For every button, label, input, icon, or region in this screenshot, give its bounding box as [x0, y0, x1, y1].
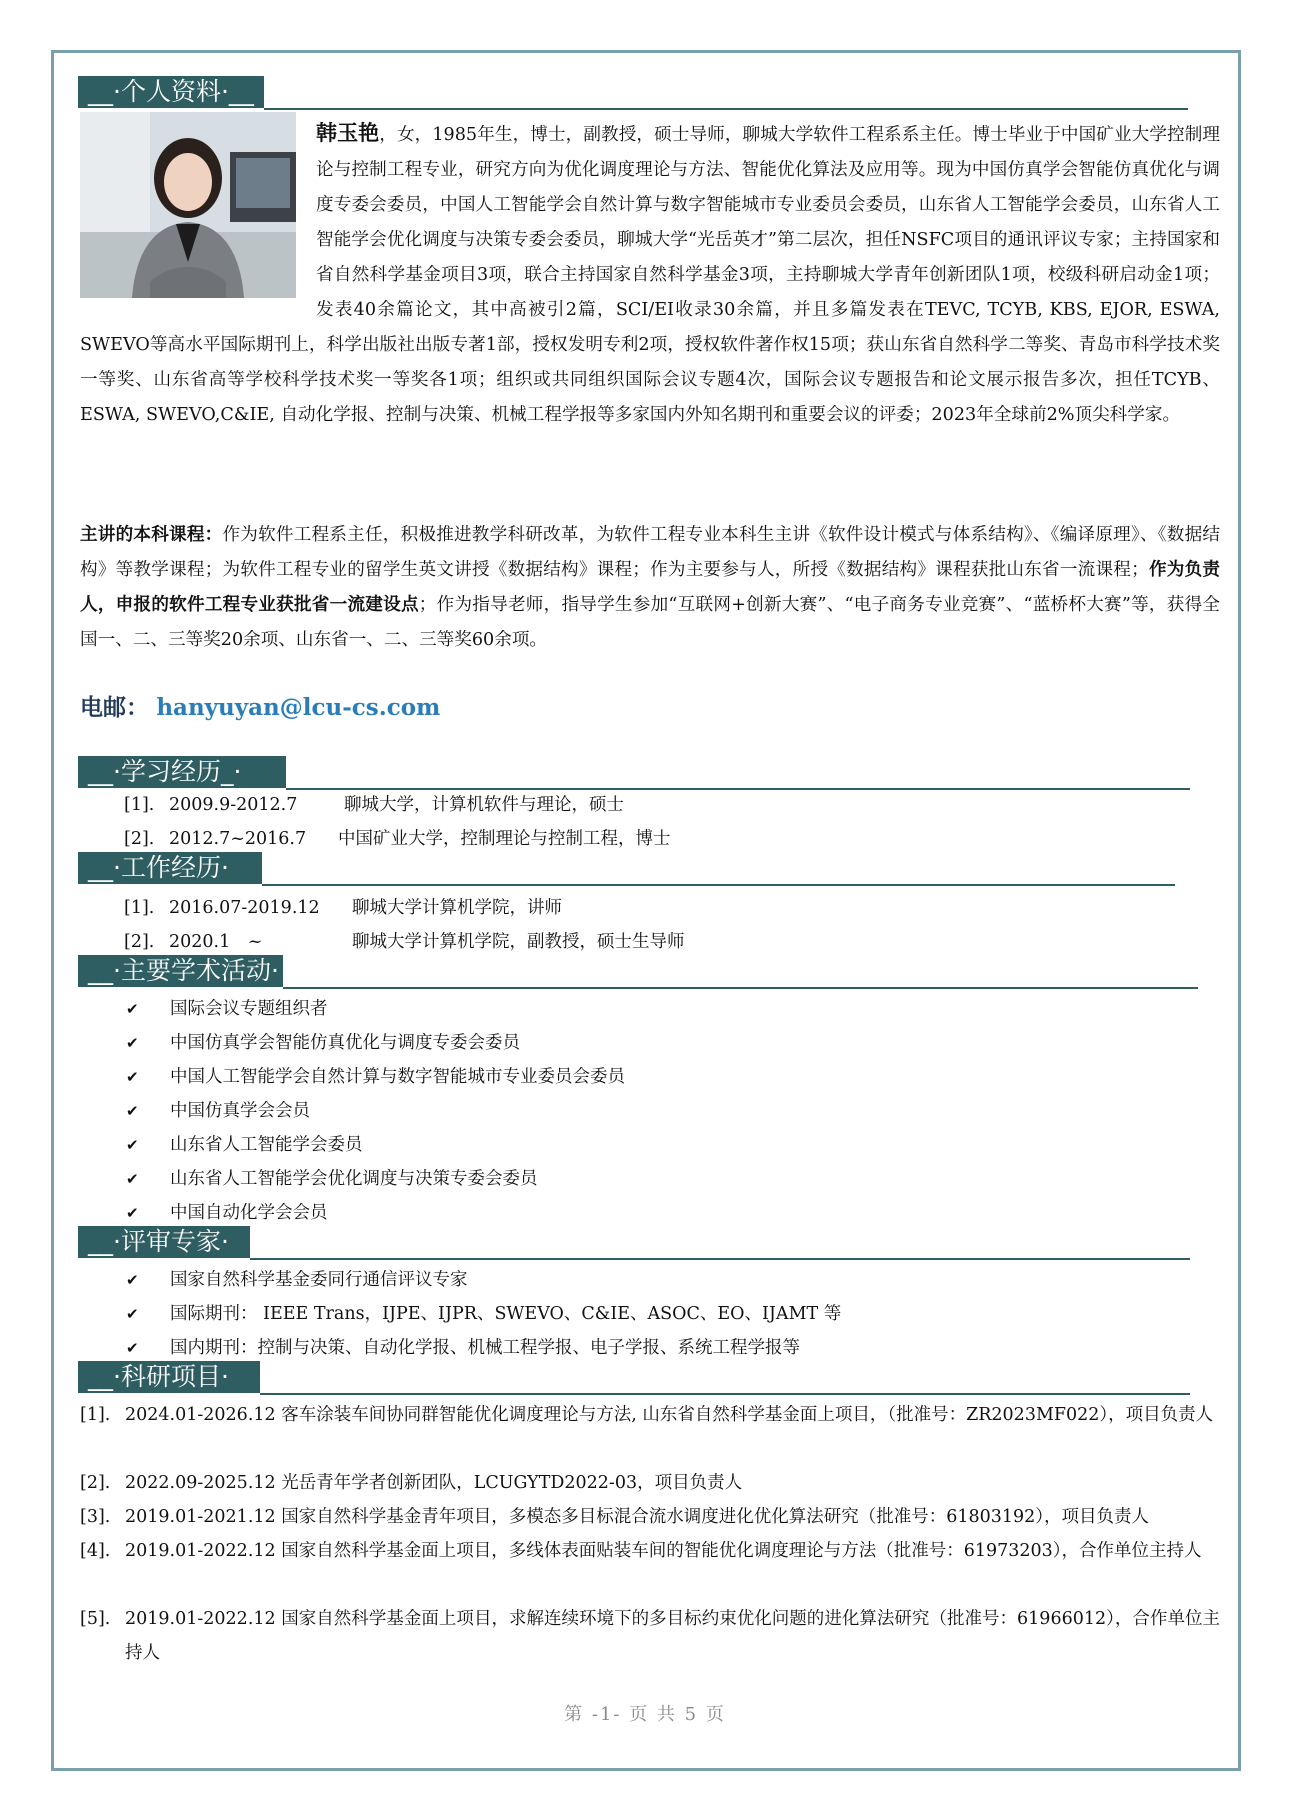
item-desc: 中国矿业大学，控制理论与控制工程，博士: [338, 829, 671, 849]
project-item: [80, 1534, 1220, 1568]
item-number: [1].: [124, 795, 155, 815]
item-date: 2020.1 ~: [169, 932, 263, 952]
email-label: 电邮：: [80, 695, 149, 721]
project-item: [80, 1500, 1220, 1534]
item-date: 2016.07-2019.12: [169, 898, 320, 918]
project-item: [80, 1602, 1220, 1670]
item-date: 2009.9-2012.7: [169, 795, 298, 815]
check-icon: ✔: [126, 1170, 139, 1188]
section-header-reviewer: [78, 1226, 1190, 1260]
section-title: __·评审专家·: [78, 1226, 250, 1258]
item-number: [2].: [80, 1473, 111, 1493]
item-number: [2].: [124, 829, 155, 849]
item-number: [3].: [80, 1507, 111, 1527]
courses-bold: 作为负责人，申报的软件工程专业获批省一流建设点: [80, 560, 1220, 615]
section-rule: [250, 1258, 1190, 1260]
section-title: __·科研项目·: [78, 1361, 260, 1393]
check-icon: ✔: [126, 1000, 139, 1018]
check-icon: ✔: [126, 1136, 139, 1154]
item-desc: 聊城大学计算机学院，讲师: [352, 898, 562, 918]
item-desc: 聊城大学计算机学院，副教授，硕士生导师: [352, 932, 685, 952]
section-header-education: [78, 756, 1190, 790]
page-footer: 第 -1- 页 共 5 页: [564, 1704, 726, 1725]
project-text: 2022.09-2025.12 光岳青年学者创新团队，LCUGYTD2022-03，项目负责人: [125, 1473, 743, 1493]
check-icon: ✔: [126, 1102, 139, 1120]
section-rule: [283, 987, 1198, 989]
item-number: [1].: [124, 898, 155, 918]
item-number: [2].: [124, 932, 155, 952]
profile-bio: [80, 116, 1220, 433]
project-item: [80, 1398, 1220, 1432]
courses-paragraph: [80, 518, 1220, 658]
courses-text-1: 作为软件工程系主任，积极推进教学科研改革，为软件工程专业本科生主讲《软件设计模式与体系结构》、《编译原理》、《数据结构》等教学课程；为软件工程专业的留学生英文讲授《数据结构》课程；作为主要参与人，所授《数据结构》课程获批山东省一流课程；: [80, 525, 1220, 580]
section-title: __·主要学术活动·: [78, 955, 283, 987]
contact-email: [80, 688, 440, 728]
photo-spacer: [80, 116, 316, 300]
item-number: [4].: [80, 1541, 111, 1561]
email-link[interactable]: hanyuyan@lcu-cs.com: [156, 694, 441, 721]
check-icon: ✔: [126, 1034, 139, 1052]
project-text: 2019.01-2022.12 国家自然科学基金面上项目，多线体表面贴装车间的智能优化调度理论与方法（批准号：61973203），合作单位主持人: [125, 1541, 1202, 1561]
check-icon: ✔: [126, 1271, 139, 1289]
project-text: 2024.01-2026.12 客车涂装车间协同群智能优化调度理论与方法, 山东省自然科学基金面上项目，（批准号：ZR2023MF022），项目负责人: [125, 1405, 1214, 1425]
check-icon: ✔: [126, 1204, 139, 1222]
profile-bio-text: ，女，1985年生，博士，副教授，硕士导师，聊城大学软件工程系系主任。博士毕业于中国矿业大学控制理论与控制工程专业，研究方向为优化调度理论与方法、智能优化算法及应用等。现为中国仿真学会智能仿真优化与调度专委会委员，中国人工智能学会自然计算与数字智能城市专业委员会委员，山东省人工智能学会委员，山东省人工智能学会优化调度与决策专委会委员，聊城大学“光岳英才”第二层次，担任NSFC项目的通讯评议专家；主持国家和省自然科学基金项目3项，联合主持国家自然科学基金3项，主持聊城大学青年创新团队1项，校级科研启动金1项；发表40余篇论文，其中高被引2篇，SCI/EI收录30余篇，并且多篇发表在TEVC, TCYB, KBS, EJOR, ESWA, SWEVO等高水平国际期刊上，科学出版社出版专著1部，授权发明专利2项，授权软件著作权15项；获山东省自然科学二等奖、青岛市科学技术奖一等奖、山东省高等学校科学技术奖一等奖各1项；组织或共同组织国际会议专题4次，国际会议专题报告和论文展示报告多次，担任TCYB、 ESWA, SWEVO,C&IE, 自动化学报、控制与决策、机械工程学报等多家国内外知名期刊和重要会议的评委；2023年全球前2%顶尖科学家。: [80, 125, 1220, 425]
section-header-work: [78, 852, 1175, 886]
section-header-profile: [78, 76, 1188, 110]
item-number: [5].: [80, 1609, 111, 1629]
courses-label: 主讲的本科课程：: [80, 525, 223, 545]
project-text: 2019.01-2022.12 国家自然科学基金面上项目，求解连续环境下的多目标约束优化问题的进化算法研究（批准号：61966012），合作单位主持人: [125, 1609, 1220, 1663]
check-icon: ✔: [126, 1068, 139, 1086]
project-text: 2019.01-2021.12 国家自然科学基金青年项目，多模态多目标混合流水调度进化优化算法研究（批准号：61803192），项目负责人: [125, 1507, 1150, 1527]
section-rule: [260, 1393, 1190, 1395]
profile-name: 韩玉艳: [316, 121, 380, 145]
section-header-research: [78, 1361, 1190, 1395]
section-title: __·个人资料·__: [78, 76, 264, 108]
section-rule: [264, 108, 1188, 110]
section-title: __·学习经历_·: [78, 756, 286, 788]
section-header-academic: [78, 955, 1198, 989]
item-date: 2012.7~2016.7: [169, 829, 307, 849]
check-icon: ✔: [126, 1339, 139, 1357]
item-desc: 聊城大学，计算机软件与理论，硕士: [344, 795, 624, 815]
project-item: [80, 1466, 1220, 1500]
courses-text-2: ；作为指导老师，指导学生参加“互联网+创新大赛”、“电子商务专业竞赛”、“蓝桥杯大赛”等，获得全国一、二、三等奖20余项、山东省一、二、三等奖60余项。: [80, 595, 1220, 650]
check-icon: ✔: [126, 1305, 139, 1323]
section-rule: [262, 884, 1175, 886]
item-number: [1].: [80, 1405, 111, 1425]
section-title: __·工作经历·: [78, 852, 262, 884]
